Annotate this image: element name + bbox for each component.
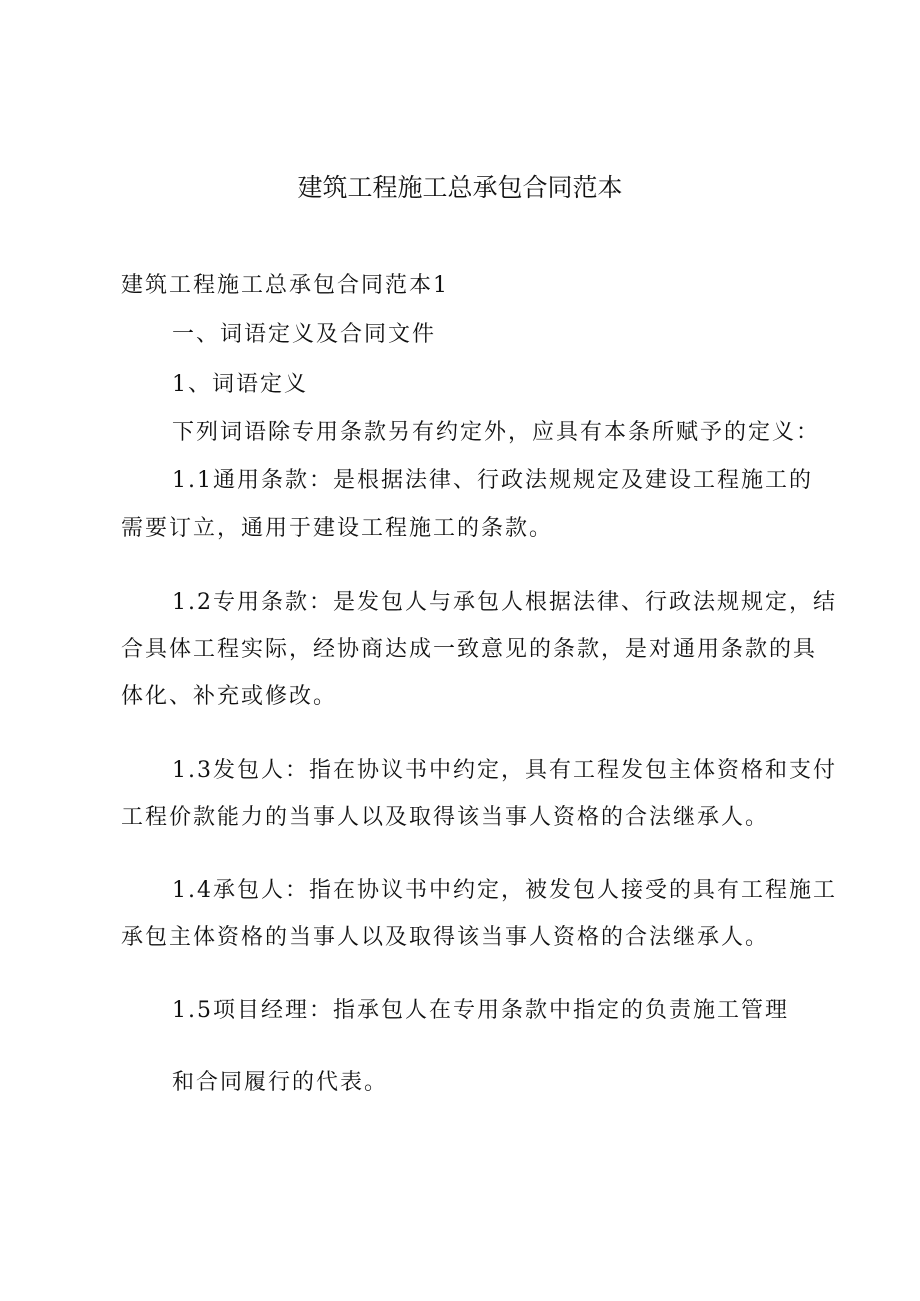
intro-paragraph: 下列词语除专用条款另有约定外，应具有本条所赋予的定义：: [172, 420, 821, 445]
subsection-heading: 1、词语定义: [172, 372, 308, 397]
clause-1-3-line-1: 1.3发包人：指在协议书中约定，具有工程发包主体资格和支付: [172, 758, 837, 783]
clause-1-4-line-1: 1.4承包人：指在协议书中约定，被发包人接受的具有工程施工: [172, 878, 837, 903]
clause-1-5-line-1: 1.5项目经理：指承包人在专用条款中指定的负责施工管理: [172, 998, 789, 1023]
section-heading: 建筑工程施工总承包合同范本1: [121, 273, 449, 298]
clause-1-1-line-2: 需要订立，通用于建设工程施工的条款。: [121, 516, 554, 541]
clause-1-3-line-2: 工程价款能力的当事人以及取得该当事人资格的合法继承人。: [121, 805, 770, 830]
clause-1-2-line-1: 1.2专用条款：是发包人与承包人根据法律、行政法规规定，结: [172, 590, 837, 615]
clause-1-5-line-2: 和合同履行的代表。: [172, 1070, 389, 1095]
document-title: 建筑工程施工总承包合同范本: [297, 173, 623, 202]
clause-1-4-line-2: 承包主体资格的当事人以及取得该当事人资格的合法继承人。: [121, 925, 770, 950]
clause-1-2-line-3: 体化、补充或修改。: [121, 684, 338, 709]
clause-1-2-line-2: 合具体工程实际，经协商达成一致意见的条款，是对通用条款的具: [121, 637, 818, 662]
clause-1-1-line-1: 1.1通用条款：是根据法律、行政法规规定及建设工程施工的: [172, 468, 813, 493]
chapter-heading: 一、词语定义及合同文件: [172, 322, 437, 347]
